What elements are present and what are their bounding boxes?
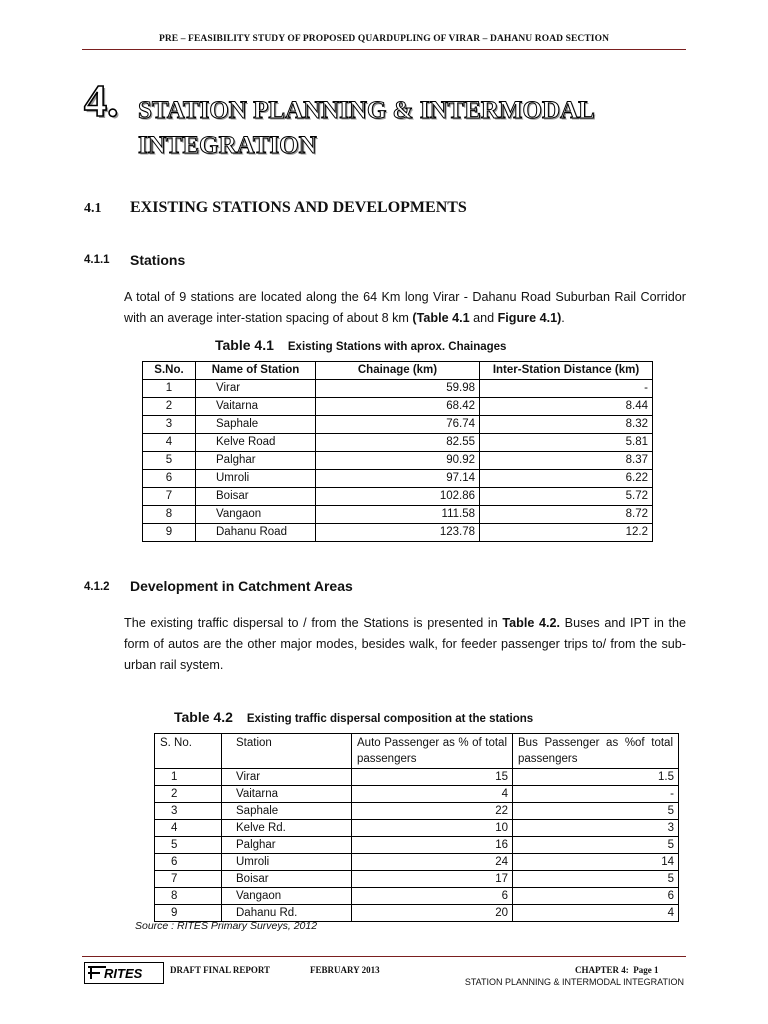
table-row — [155, 786, 679, 803]
table-row — [143, 488, 653, 506]
table-row — [143, 398, 653, 416]
table-cell: Kelve Rd. — [222, 820, 352, 837]
column-header: Inter-Station Distance (km) — [480, 362, 653, 380]
table-cell: 90.92 — [316, 452, 480, 470]
figure-4-1-ref: Figure 4.1) — [497, 311, 562, 325]
footer-chapter-title: STATION PLANNING & INTERMODAL INTEGRATION — [464, 977, 684, 987]
column-header: Chainage (km) — [316, 362, 480, 380]
svg-text:RITES: RITES — [104, 966, 143, 981]
footer-chapter: CHAPTER 4: Page 1 — [575, 965, 659, 975]
table-cell: 8 — [143, 506, 196, 524]
table-cell: - — [513, 786, 679, 803]
table-cell: 8.37 — [480, 452, 653, 470]
table-cell: 6.22 — [480, 470, 653, 488]
table-4-2-caption: Table 4.2 Existing traffic dispersal composition at the stations — [174, 709, 534, 725]
paragraph-1: A total of 9 stations are located along the 64 Km long Virar - Dahanu Road Suburban Rail Corridor with an average inter-station spacing of about 8 km (Table 4.1 and Figure 4.1). — [124, 290, 686, 325]
table-cell: 97.14 — [316, 470, 480, 488]
column-header: Auto Passenger as % of total passengers — [352, 734, 513, 769]
footer-rule — [82, 956, 686, 957]
section-number: 4.1 — [84, 201, 102, 216]
table-cell: 8 — [155, 888, 222, 905]
table-cell: 2 — [143, 398, 196, 416]
table-cell: 20 — [352, 905, 513, 922]
table-row — [143, 470, 653, 488]
table-cell: Virar — [196, 380, 316, 398]
section-title: EXISTING STATIONS AND DEVELOPMENTS — [130, 199, 467, 216]
table-cell: 5 — [155, 837, 222, 854]
table-cell: Dahanu Road — [196, 524, 316, 542]
subsection-1-number: 4.1.1 — [84, 254, 110, 266]
table-row — [155, 803, 679, 820]
traffic-dispersal-table — [154, 733, 679, 922]
table-cell: 4 — [352, 786, 513, 803]
table-row — [143, 452, 653, 470]
table-cell: 6 — [352, 888, 513, 905]
table-cell: 24 — [352, 854, 513, 871]
table-cell: Palghar — [222, 837, 352, 854]
table-cell: Dahanu Rd. — [222, 905, 352, 922]
table-cell: 14 — [513, 854, 679, 871]
table-cell: 9 — [155, 905, 222, 922]
stations-table — [142, 361, 653, 542]
table-4-2-ref: Table 4.2. — [502, 616, 561, 630]
column-header: Name of Station — [196, 362, 316, 380]
table-cell: 7 — [155, 871, 222, 888]
table-cell: Palghar — [196, 452, 316, 470]
table-cell: - — [480, 380, 653, 398]
header-rule — [82, 49, 686, 50]
table-row — [143, 434, 653, 452]
table-cell: 22 — [352, 803, 513, 820]
table-cell: Virar — [222, 769, 352, 786]
table-row — [155, 854, 679, 871]
subsection-2-title: Development in Catchment Areas — [130, 578, 353, 594]
table-cell: Vaitarna — [196, 398, 316, 416]
table-cell: Vaitarna — [222, 786, 352, 803]
table-cell: 17 — [352, 871, 513, 888]
subsection-2-number: 4.1.2 — [84, 581, 110, 593]
table-row — [155, 837, 679, 854]
table-cell: 76.74 — [316, 416, 480, 434]
table-cell: 10 — [352, 820, 513, 837]
table-row — [143, 380, 653, 398]
table-row — [155, 769, 679, 786]
chapter-number: 4. — [84, 75, 119, 126]
table-cell: 4 — [513, 905, 679, 922]
table-cell: 82.55 — [316, 434, 480, 452]
table-cell: 123.78 — [316, 524, 480, 542]
table-cell: 5.72 — [480, 488, 653, 506]
table-row — [143, 416, 653, 434]
table-cell: Vangaon — [222, 888, 352, 905]
table-cell: Boisar — [196, 488, 316, 506]
table-cell: 6 — [155, 854, 222, 871]
table-cell: 15 — [352, 769, 513, 786]
table-cell: 6 — [143, 470, 196, 488]
column-header: Station — [222, 734, 352, 769]
table-row — [143, 524, 653, 542]
table-cell: 1 — [143, 380, 196, 398]
chapter-title: STATION PLANNING & INTERMODAL INTEGRATION — [138, 97, 594, 159]
table-row — [155, 820, 679, 837]
table-cell: Vangaon — [196, 506, 316, 524]
table-cell: 5 — [143, 452, 196, 470]
running-header: PRE – FEASIBILITY STUDY OF PROPOSED QUARDUPLING OF VIRAR – DAHANU ROAD SECTION — [158, 34, 610, 44]
table-cell: 4 — [143, 434, 196, 452]
table-cell: 102.86 — [316, 488, 480, 506]
table-cell: Boisar — [222, 871, 352, 888]
table-cell: 3 — [155, 803, 222, 820]
table-header-row — [143, 362, 653, 380]
table-cell: 8.44 — [480, 398, 653, 416]
table-cell: 16 — [352, 837, 513, 854]
table-cell: Kelve Road — [196, 434, 316, 452]
table-cell: 3 — [143, 416, 196, 434]
table-cell: 1 — [155, 769, 222, 786]
table-cell: 9 — [143, 524, 196, 542]
table-cell: 7 — [143, 488, 196, 506]
table-cell: 2 — [155, 786, 222, 803]
table-cell: 68.42 — [316, 398, 480, 416]
subsection-1-title: Stations — [130, 252, 186, 268]
table-cell: Umroli — [222, 854, 352, 871]
table-cell: Saphale — [222, 803, 352, 820]
table-cell: Umroli — [196, 470, 316, 488]
table-row — [155, 888, 679, 905]
column-header: Bus Passenger as %of total passengers — [513, 734, 679, 769]
table-cell: 1.5 — [513, 769, 679, 786]
table-cell: 5 — [513, 837, 679, 854]
column-header: S.No. — [143, 362, 196, 380]
table-cell: Saphale — [196, 416, 316, 434]
table-4-1-caption: Table 4.1 Existing Stations with aprox. Chainages — [215, 337, 507, 353]
column-header: S. No. — [155, 734, 222, 769]
table-cell: 5 — [513, 871, 679, 888]
rites-logo — [84, 962, 164, 984]
table-4-1-ref: Table 4.1 — [416, 311, 470, 325]
table-source-note: Source : RITES Primary Surveys, 2012 — [135, 920, 318, 932]
table-row — [155, 871, 679, 888]
table-row — [143, 506, 653, 524]
table-cell: 6 — [513, 888, 679, 905]
table-row — [155, 905, 679, 922]
footer-date: FEBRUARY 2013 — [310, 965, 380, 975]
table-cell: 3 — [513, 820, 679, 837]
table-cell: 8.72 — [480, 506, 653, 524]
table-header-row — [155, 734, 679, 769]
table-cell: 59.98 — [316, 380, 480, 398]
table-cell: 4 — [155, 820, 222, 837]
table-cell: 12.2 — [480, 524, 653, 542]
footer-report: DRAFT FINAL REPORT — [170, 965, 271, 975]
paragraph-2: The existing traffic dispersal to / from the Stations is presented in Table 4.2. Buses and IPT in the form of autos are the other major modes, besides walk, for feeder passenger trips to/ from the sub-urban rail system. — [124, 616, 686, 672]
table-cell: 8.32 — [480, 416, 653, 434]
table-cell: 5 — [513, 803, 679, 820]
table-cell: 5.81 — [480, 434, 653, 452]
table-cell: 111.58 — [316, 506, 480, 524]
